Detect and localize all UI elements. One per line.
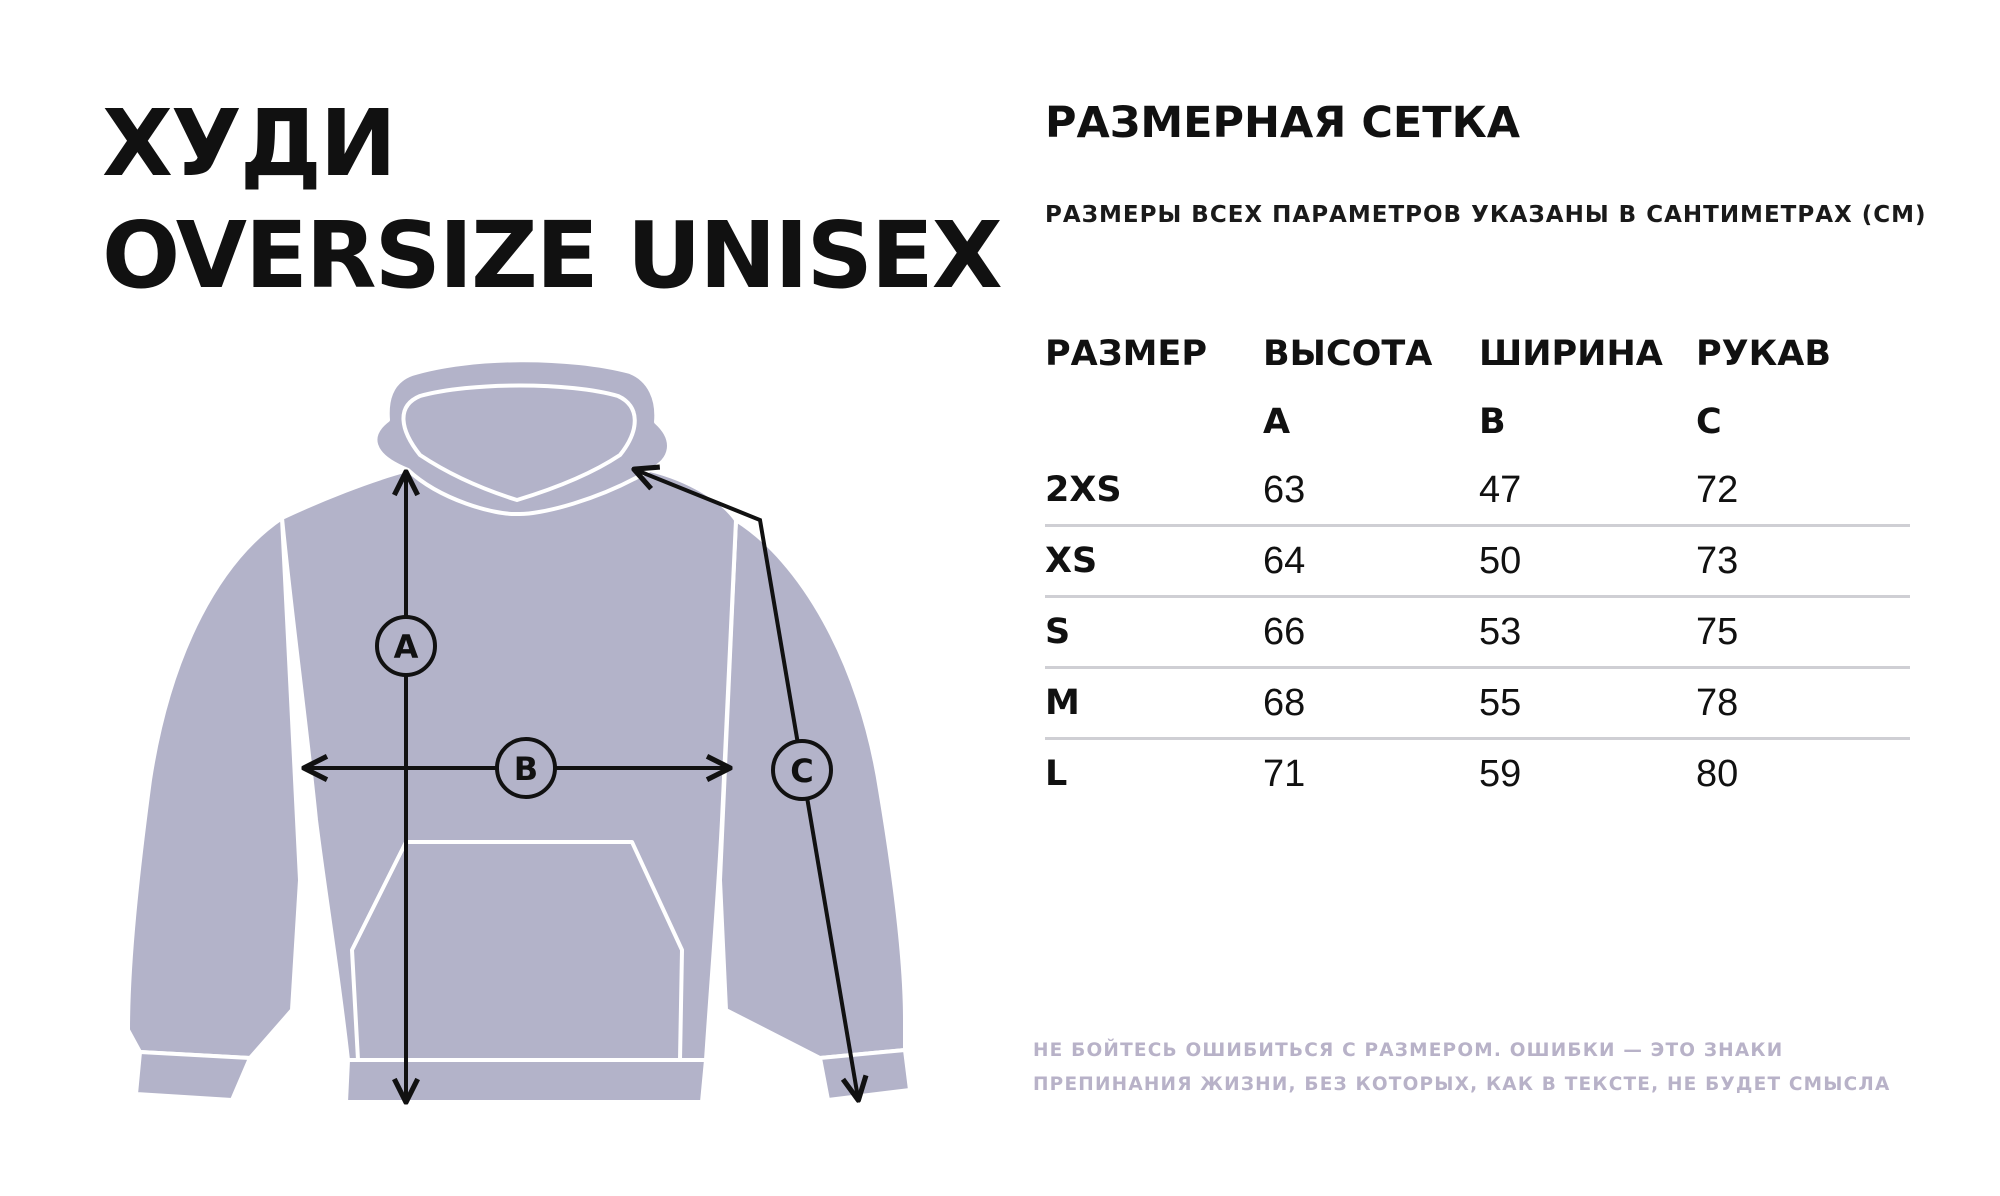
height-cell: 63	[1263, 469, 1306, 511]
left-sleeve	[128, 518, 300, 1058]
width-cell: 53	[1479, 611, 1522, 653]
sleeve-cell: 75	[1696, 611, 1739, 653]
marker-c-label: C	[790, 752, 814, 790]
size-cell: M	[1045, 683, 1080, 723]
size-cell: S	[1045, 612, 1071, 652]
size-chart-heading: РАЗМЕРНАЯ СЕТКА	[1045, 98, 1521, 148]
size-cell: 2XS	[1045, 470, 1122, 510]
footnote	[1033, 1034, 1891, 1102]
table-row	[1045, 740, 1910, 808]
column-letter-c: C	[1696, 402, 1722, 442]
footnote-line-1: НЕ БОЙТЕСЬ ОШИБИТЬСЯ С РАЗМЕРОМ. ОШИБКИ — ЭТО ЗНАКИ	[1033, 1040, 1784, 1061]
sleeve-cell: 73	[1696, 540, 1739, 582]
column-header-size: РАЗМЕР	[1045, 334, 1207, 374]
marker-b-label: B	[513, 750, 539, 788]
table-row	[1045, 527, 1910, 598]
sleeve-cell: 72	[1696, 469, 1739, 511]
pocket	[352, 842, 682, 1060]
marker-a-label: A	[393, 628, 419, 666]
waistband	[346, 1060, 706, 1102]
column-letter-b: B	[1479, 402, 1506, 442]
column-header-width: ШИРИНА	[1479, 334, 1663, 374]
size-cell: XS	[1045, 541, 1098, 581]
left-cuff	[136, 1052, 250, 1100]
column-header-sleeve: РУКАВ	[1696, 334, 1832, 374]
marker-b	[497, 739, 555, 797]
height-cell: 66	[1263, 611, 1306, 653]
right-cuff	[820, 1050, 910, 1100]
table-header-row	[1045, 320, 1910, 388]
marker-c	[773, 741, 831, 799]
width-cell: 55	[1479, 682, 1522, 724]
table-row	[1045, 598, 1910, 669]
height-cell: 64	[1263, 540, 1306, 582]
column-header-height: ВЫСОТА	[1263, 334, 1433, 374]
marker-a	[377, 617, 435, 675]
table-letter-row	[1045, 388, 1910, 456]
sleeve-cell: 78	[1696, 682, 1739, 724]
width-cell: 50	[1479, 540, 1522, 582]
footnote-line-2: ПРЕПИНАНИЯ ЖИЗНИ, БЕЗ КОТОРЫХ, КАК В ТЕКСТЕ, НЕ БУДЕТ СМЫСЛА	[1033, 1074, 1891, 1095]
product-title-line-2: OVERSIZE UNISEX	[102, 202, 1001, 309]
height-cell: 71	[1263, 753, 1306, 795]
table-row	[1045, 456, 1910, 527]
height-cell: 68	[1263, 682, 1306, 724]
sleeve-cell: 80	[1696, 753, 1739, 795]
column-letter-a: A	[1263, 402, 1291, 442]
size-table	[1045, 320, 1910, 808]
width-cell: 59	[1479, 753, 1522, 795]
size-cell: L	[1045, 754, 1068, 794]
product-title-line-1: ХУДИ	[102, 90, 395, 197]
width-cell: 47	[1479, 469, 1522, 511]
table-row	[1045, 669, 1910, 740]
size-chart-subheading: РАЗМЕРЫ ВСЕХ ПАРАМЕТРОВ УКАЗАНЫ В САНТИМЕТРАХ (СМ)	[1045, 202, 1927, 228]
